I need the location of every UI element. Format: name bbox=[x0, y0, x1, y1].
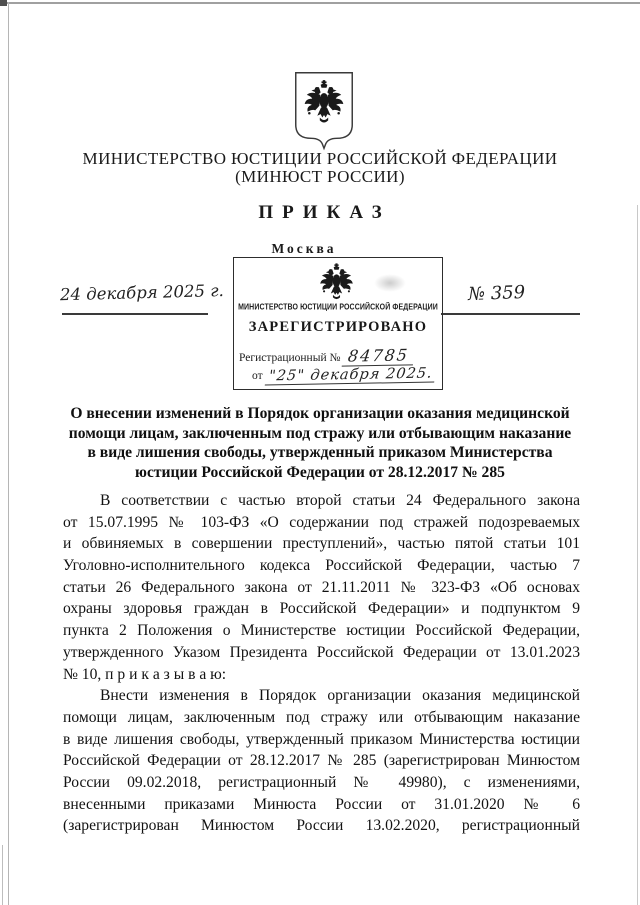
scan-edge-right bbox=[637, 205, 638, 905]
stamp-ink-smudge bbox=[374, 274, 406, 292]
coat-of-arms-icon bbox=[292, 70, 356, 152]
ministry-short-name: (МИНЮСТ РОССИИ) bbox=[235, 167, 405, 186]
ministry-name: МИНИСТЕРСТВО ЮСТИЦИИ РОССИЙСКОЙ ФЕДЕРАЦИИ bbox=[82, 149, 558, 168]
date-underline bbox=[62, 313, 208, 315]
stamp-ministry-name: МИНИСТЕРСТВО ЮСТИЦИИ РОССИЙСКОЙ ФЕДЕРАЦИИ bbox=[238, 303, 438, 312]
order-title-line: в виде лишения свободы, утвержденный приказом Министерства bbox=[87, 444, 553, 461]
number-underline bbox=[441, 313, 580, 315]
scan-edge-top bbox=[0, 2, 640, 4]
order-title-line: юстиции Российской Федерации от 28.12.2017 № 285 bbox=[135, 463, 505, 481]
scan-corner-mark bbox=[0, 0, 7, 6]
registration-stamp bbox=[233, 257, 443, 390]
body-line: (зарегистрирован Минюстом России 13.02.2020, регистрационный bbox=[63, 817, 580, 835]
body-line: Внести изменения в Порядок организации оказания медицинской bbox=[100, 687, 580, 705]
order-body-text bbox=[63, 490, 580, 837]
body-line: утвержденного Указом Президента Российской Федерации от 13.01.2023 bbox=[63, 643, 580, 661]
handwritten-registration-date: "25" декабря 2025. bbox=[264, 366, 436, 386]
body-line: охраны здоровья граждан в Российской Федерации» и подпунктом 9 bbox=[63, 600, 580, 618]
document-type-heading: ПРИКАЗ bbox=[258, 202, 391, 223]
body-line: от 15.07.1995 № 103-ФЗ «О содержании под стражей подозреваемых bbox=[63, 513, 580, 531]
order-title-line: О внесении изменений в Порядок организации оказания медицинской bbox=[70, 405, 570, 422]
body-line: России 09.02.2018, регистрационный № 49980), с изменениями, bbox=[63, 773, 580, 791]
handwritten-registration-number: 84785 bbox=[342, 345, 416, 366]
body-line: внесенными приказами Минюста России от 31.01.2020 № 6 bbox=[63, 795, 580, 813]
body-line: и обвиняемых в совершении преступлений», частью пятой статьи 101 bbox=[63, 535, 580, 553]
body-line: в виде лишения свободы, утвержденный приказом Министерства юстиции bbox=[63, 730, 580, 748]
scan-edge-left bbox=[8, 2, 9, 905]
body-line: помощи лицам, заключенным под стражу или отбывающим наказание bbox=[63, 708, 580, 726]
registration-date-label: от bbox=[252, 370, 263, 382]
stamp-registration-number-row bbox=[239, 346, 437, 366]
body-line: Российской Федерации от 28.12.2017 № 285 (зарегистрирован Минюстом bbox=[63, 752, 580, 770]
city-label: Москва bbox=[271, 241, 337, 256]
stamp-registered-label: ЗАРЕГИСТРИРОВАНО bbox=[248, 319, 428, 335]
body-line: № 10, п р и к а з ы в а ю: bbox=[63, 665, 227, 683]
handwritten-order-number: № 359 bbox=[467, 282, 526, 305]
order-title bbox=[50, 404, 590, 482]
order-title-line: помощи лицам, заключенным под стражу или отбывающим наказание bbox=[68, 424, 572, 442]
stamp-coat-of-arms-icon bbox=[318, 263, 355, 302]
handwritten-date: 24 декабря 2025 г. bbox=[59, 281, 225, 305]
scan-edge-bottom-left bbox=[2, 845, 3, 905]
body-line: В соответствии с частью второй статьи 24 Федерального закона bbox=[100, 492, 580, 509]
body-line: Уголовно-исполнительного кодекса Российской Федерации, частью 7 bbox=[63, 557, 580, 575]
body-line: статьи 26 Федерального закона от 21.11.2011 № 323-ФЗ «Об основах bbox=[63, 578, 580, 596]
stamp-registration-date-row bbox=[252, 367, 437, 384]
registration-number-label: Регистрационный № bbox=[239, 352, 341, 364]
body-line: пункта 2 Положения о Министерстве юстиции Российской Федерации, bbox=[63, 622, 580, 640]
